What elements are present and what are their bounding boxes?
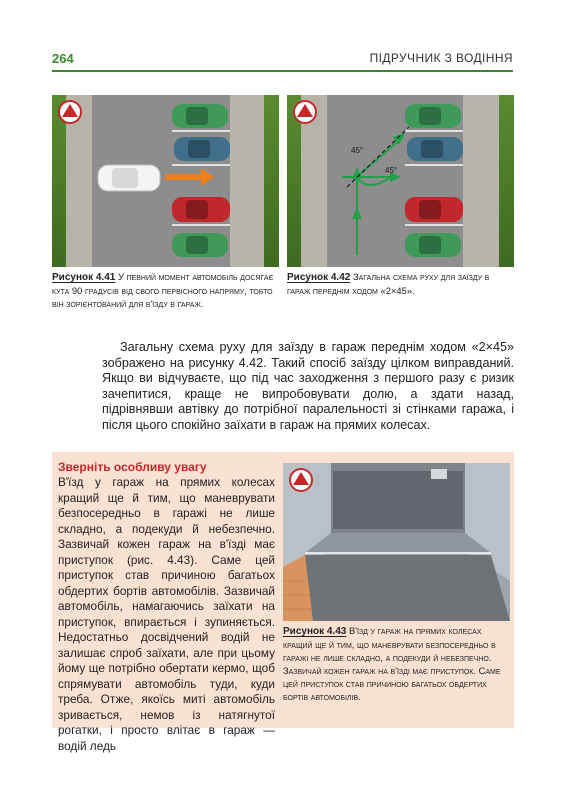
parked-car-green-icon [172,233,228,257]
figure-4-41-illustration [52,95,279,267]
parked-car-green-icon [405,233,461,257]
parked-car-green-icon [172,104,228,128]
logo-badge-icon [59,101,81,123]
figure-label: Рисунок 4.41 [52,272,116,283]
figure-caption-text: В'їзд у гараж на прямих колесах кращий ще й тим, що маневрувати безпосередньо в гаражі не лише складно, а подекуди й небезпечно. Зазвичай кожен гараж на в'їзді має приступок. Саме цей приступок став причиною багатьох обдертих бортів автомобілів. [283,625,501,702]
figure-4-42-illustration [287,95,514,267]
angle-label-1: 45° [351,146,364,155]
white-car-icon [98,165,160,191]
angle-label-2: 45° [385,166,398,175]
page-header [52,49,513,69]
parked-car-red-icon [405,197,463,222]
figure-caption-text: У певний момент автомобіль досягає кута 90 градусів від свого первісного напряму, тобто він зорієнтований для в'їзду в гараж. [52,271,274,309]
logo-badge-icon [294,101,316,123]
note-text: В'їзд у гараж на прямих колесах кращий ще й тим, що маневрувати безпосередньо в гаражі не лише складно, а подекуди й небезпечно. Зазвичай кожен гараж на в'їзді має приступок (рис. 4.43). Саме цей приступок став причиною багатьох обдертих бортів автомобілів. Зазвичай автомобіль, намагаючись заїхати на приступок, впирається і зупиняється. Недостатньо досвідчений водій не залишає спроб заїхати, але при цьому йому ще потрібно обертати кермо, щоб спрямувати автомобіль туди, куди треба. Отже, якоїсь миті автомобіль зривається, немов із натягнутої рогатки, і просто влітає в гараж — водій ледь [58,475,275,753]
figure-label: Рисунок 4.42 [287,272,351,283]
body-paragraph: Загальну схема руху для заїзду в гараж переднім ходом «2×45» зображено на рисунку 4.42. Такий спосіб заїзду цілком виправданий. Якщо ви відчуваєте, що під час заходження з першого разу є ризик зачепитися, краще не випробовувати долю, а здати назад, підрівнявши автівку до потрібної паралельності зі стінками гаража, і після цього спокійно заїхати в гараж на прямих колесах. [102,340,514,432]
parked-car-green-icon [405,104,461,128]
parked-car-blue-icon [174,137,230,161]
figure-4-43-caption [283,624,511,703]
figure-4-43-illustration [283,463,510,621]
note-title: Зверніть особливу увагу [58,460,207,474]
running-title: ПІДРУЧНИК З ВОДІННЯ [369,51,513,65]
logo-badge-icon [290,469,312,491]
figure-4-41-caption [52,270,280,310]
page-number: 264 [52,51,74,66]
parked-car-red-icon [172,197,230,222]
figure-4-42-caption [287,270,515,297]
parked-car-blue-icon [407,137,463,161]
header-rule [52,70,513,72]
figure-caption-text: Загальна схема руху для заїзду в гараж переднім ходом «2×45». [287,271,490,296]
figure-label: Рисунок 4.43 [283,626,347,637]
